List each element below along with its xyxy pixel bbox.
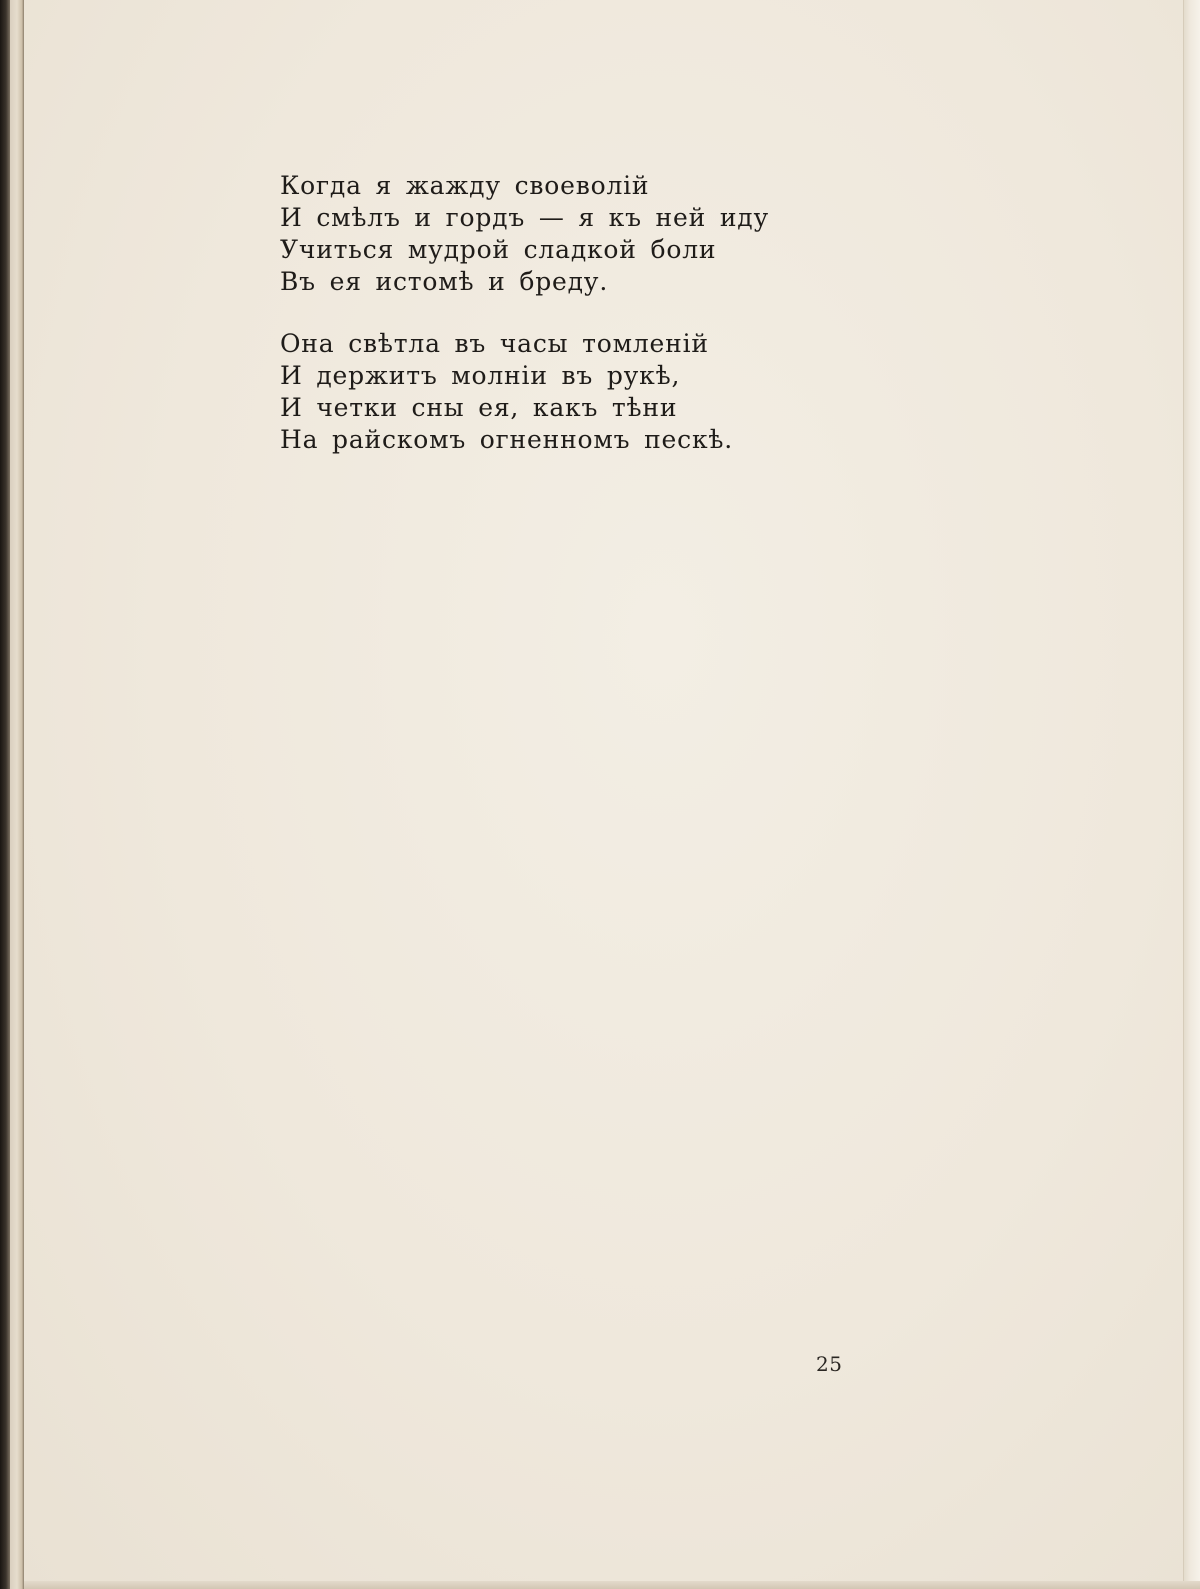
- poem-line: Учиться мудрой сладкой боли: [280, 235, 717, 264]
- book-spine: [10, 0, 24, 1589]
- page-bottom-edge: [24, 1581, 1200, 1589]
- poem-line: И смѣлъ и гордъ — я къ ней иду: [280, 203, 769, 232]
- binding-edge: [0, 0, 10, 1589]
- stanza-1: [280, 170, 980, 298]
- page-number: 25: [816, 1352, 843, 1376]
- poem-line: Въ ея истомѣ и бреду.: [280, 267, 609, 296]
- poem-line: И четки сны ея, какъ тѣни: [280, 393, 678, 422]
- poem: [280, 170, 980, 456]
- poem-line: И держитъ молніи въ рукѣ,: [280, 361, 681, 390]
- poem-line: Когда я жажду своеволій: [280, 171, 650, 200]
- stanza-2: [280, 328, 980, 456]
- poem-line: На райскомъ огненномъ пескѣ.: [280, 425, 733, 454]
- poem-line: Она свѣтла въ часы томленій: [280, 329, 709, 358]
- page-right-edge: [1183, 0, 1200, 1589]
